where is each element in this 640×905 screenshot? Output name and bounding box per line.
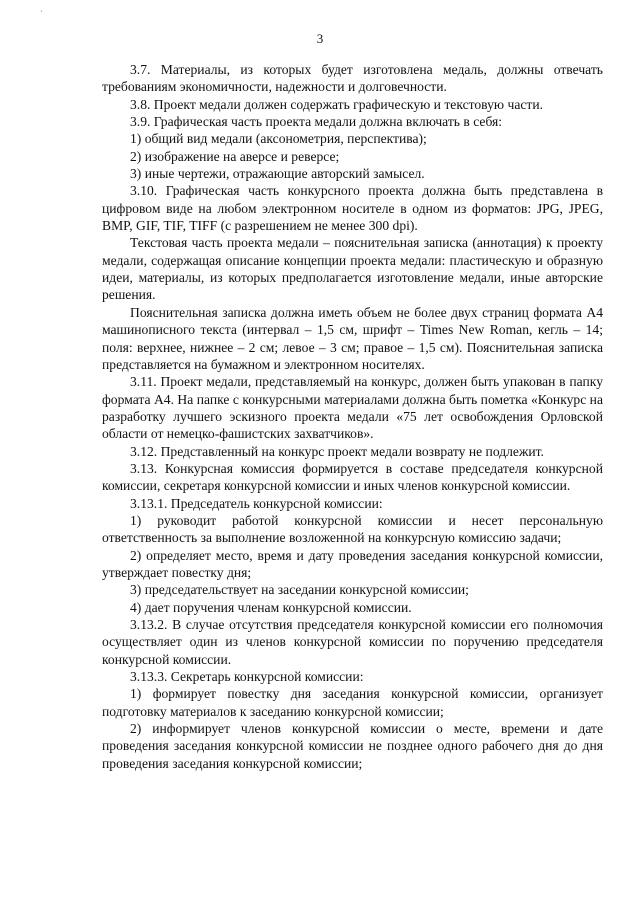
- paragraph-3-11: 3.11. Проект медали, представляемый на конкурс, должен быть упакован в папку формата А4. На папке с конкурсными материалами должна быть пометка «Конкурс на разработку лучшего эскизного проекта медали «75 лет освобождения Орловской области от немецко-фашистских захватчиков».: [102, 374, 603, 442]
- paragraph-3-13-1: 3.13.1. Председатель конкурсной комиссии:: [130, 495, 383, 511]
- paragraph-text-part: Текстовая часть проекта медали – пояснительная записка (аннотация) к проекту медали, содержащая описание концепции проекта медали: пластическую и образную идеи, материалы, из которых предполагается изготовление медали, иные авторские решения.: [102, 235, 603, 303]
- paragraph-3-7: 3.7. Материалы, из которых будет изготовлена медаль, должны отвечать требованиям экономичности, надежности и долговечности.: [102, 62, 603, 95]
- list-item-other-drawings: 3) иные чертежи, отражающие авторский замысел.: [130, 166, 425, 182]
- list-item-chair-duty-4: 4) дает поручения членам конкурсной комиссии.: [130, 599, 412, 615]
- paragraph-3-13-3: 3.13.3. Секретарь конкурсной комиссии:: [130, 669, 364, 685]
- list-item-chair-duty-3: 3) председательствует на заседании конкурсной комиссии;: [130, 582, 469, 598]
- page-number: 3: [316, 31, 324, 46]
- paragraph-note-format: Пояснительная записка должна иметь объем не более двух страниц формата А4 машинописного текста (интервал – 1,5 см, шрифт – Times New Roman, кегль – 14; поля: верхнее, нижнее – 2 см; левое – 3 см; правое – 1,5 см). Пояснительная записка представляется на бумажном и электронном носителях.: [102, 304, 603, 372]
- list-item-chair-duty-2: 2) определяет место, время и дату проведения заседания конкурсной комиссии, утверждает повестку дня;: [102, 547, 603, 580]
- paragraph-3-9: 3.9. Графическая часть проекта медали должна включать в себя:: [130, 114, 503, 130]
- paragraph-3-8: 3.8. Проект медали должен содержать графическую и текстовую части.: [130, 96, 544, 112]
- body-text: [102, 61, 603, 772]
- list-item-general-view: 1) общий вид медали (аксонометрия, перспектива);: [130, 131, 427, 147]
- list-item-obverse-reverse: 2) изображение на аверсе и реверсе;: [130, 148, 340, 164]
- paragraph-3-13-2: 3.13.2. В случае отсутствия председателя конкурсной комиссии его полномочия осуществляет один из членов конкурсной комиссии по поручению председателя конкурсной комиссии.: [102, 617, 603, 667]
- paragraph-3-10: 3.10. Графическая часть конкурсного проекта должна быть представлена в цифровом виде на любом электронном носителе в одном из форматов: JPG, JPEG, BMP, GIF, TIF, TIFF (с разрешением не менее 300 dpi).: [102, 183, 603, 234]
- scan-corner-mark: ·: [40, 7, 43, 16]
- list-item-secretary-duty-2: 2) информирует членов конкурсной комиссии о месте, времени и дате проведения заседания конкурсной комиссии не позднее одного рабочего дня до дня проведения заседания конкурсной комиссии;: [102, 721, 603, 771]
- list-item-secretary-duty-1: 1) формирует повестку дня заседания конкурсной комиссии, организует подготовку материалов к заседанию конкурсной комиссии;: [102, 686, 603, 719]
- list-item-chair-duty-1: 1) руководит работой конкурсной комиссии и несет персональную ответственность за выполнение возложенной на конкурсную комиссию задачи;: [102, 512, 603, 546]
- paragraph-3-12: 3.12. Представленный на конкурс проект медали возврату не подлежит.: [130, 443, 544, 459]
- paragraph-3-13: 3.13. Конкурсная комиссия формируется в составе председателя конкурсной комиссии, секретаря конкурсной комиссии и иных членов конкурсной комиссии.: [102, 460, 603, 494]
